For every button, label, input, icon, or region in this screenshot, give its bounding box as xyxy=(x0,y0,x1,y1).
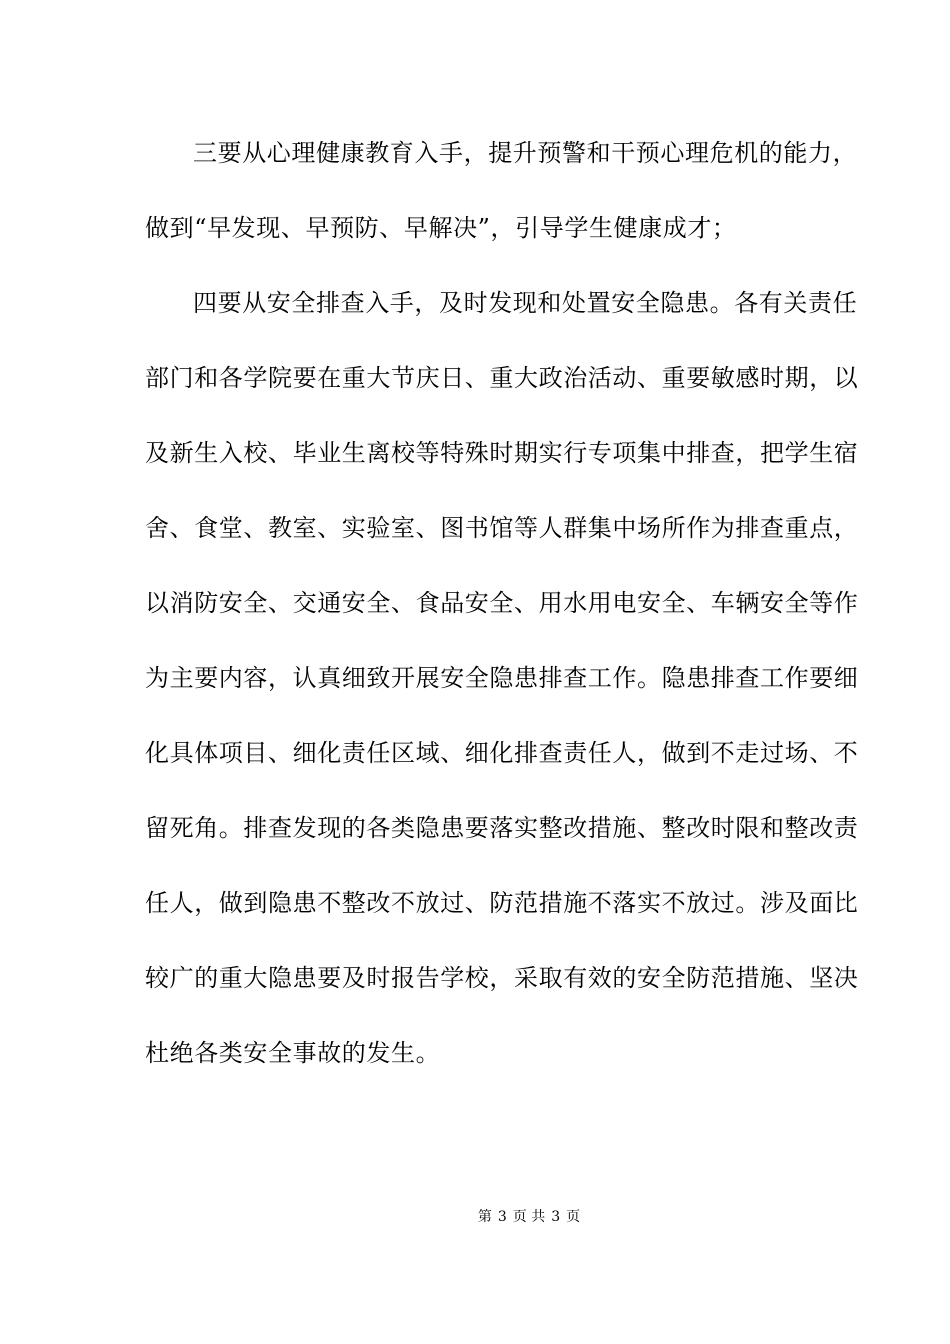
text-line: 任人，做到隐患不整改不放过、防范措施不落实不放过。涉及面比 xyxy=(145,889,859,917)
text-line: 及新生入校、毕业生离校等特殊时期实行专项集中排查，把学生宿 xyxy=(145,439,859,467)
text-line: 化具体项目、细化责任区域、细化排查责任人，做到不走过场、不 xyxy=(145,739,859,767)
footer-suffix: 页 xyxy=(566,1209,581,1225)
text-line: 以消防安全、交通安全、食品安全、用水用电安全、车辆安全等作 xyxy=(145,589,859,617)
text-line: 较广的重大隐患要及时报告学校，采取有效的安全防范措施、坚决 xyxy=(145,964,859,992)
text-line: 留死角。排查发现的各类隐患要落实整改措施、整改时限和整改责 xyxy=(145,814,859,842)
text-line: 为主要内容，认真细致开展安全隐患排查工作。隐患排查工作要细 xyxy=(145,664,859,692)
text-line: 四要从安全排查入手，及时发现和处置安全隐患。各有关责任 xyxy=(193,289,858,317)
text-line: 舍、食堂、教室、实验室、图书馆等人群集中场所作为排查重点， xyxy=(145,514,859,542)
total-pages-number: 3 xyxy=(551,1209,561,1225)
text-line: 做到“早发现、早预防、早解决”，引导学生健康成才； xyxy=(145,214,737,242)
text-line: 部门和各学院要在重大节庆日、重大政治活动、重要敏感时期，以 xyxy=(145,364,859,392)
text-line: 三要从心理健康教育入手，提升预警和干预心理危机的能力， xyxy=(193,139,858,167)
footer-prefix: 第 xyxy=(477,1209,492,1225)
current-page-number: 3 xyxy=(497,1209,507,1225)
page-footer xyxy=(0,1208,950,1226)
footer-mid: 页 共 xyxy=(512,1209,546,1225)
text-line: 杜绝各类安全事故的发生。 xyxy=(145,1039,441,1067)
